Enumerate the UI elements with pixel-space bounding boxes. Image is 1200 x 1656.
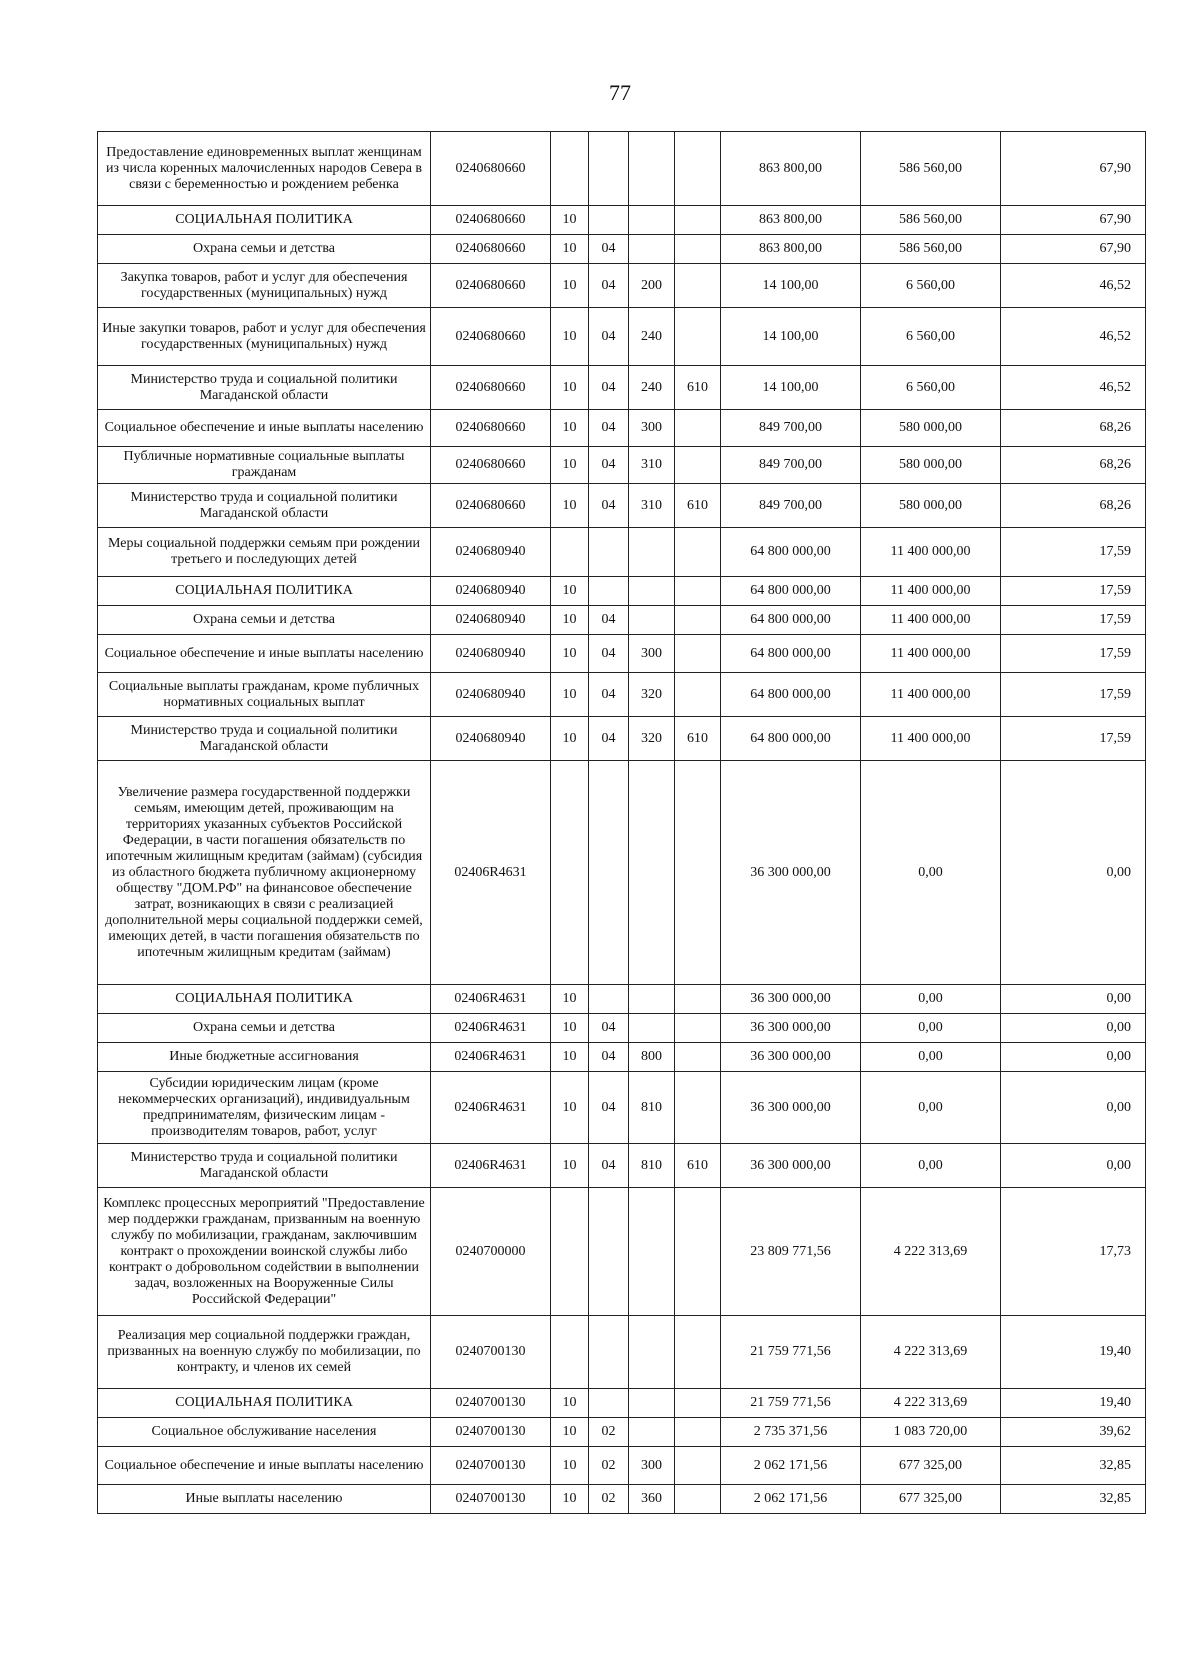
table-row <box>98 1316 1146 1389</box>
row-percent: 67,90 <box>1001 206 1146 235</box>
row-percent: 68,26 <box>1001 484 1146 528</box>
row-planned: 2 062 171,56 <box>721 1447 861 1485</box>
row-code: 0240700130 <box>431 1485 551 1514</box>
row-executed: 4 222 313,69 <box>861 1316 1001 1389</box>
row-section: 10 <box>551 1389 589 1418</box>
row-name: СОЦИАЛЬНАЯ ПОЛИТИКА <box>98 985 431 1014</box>
row-expense-type <box>629 1389 675 1418</box>
row-section: 10 <box>551 410 589 447</box>
row-subsection <box>589 132 629 206</box>
table-row <box>98 1144 1146 1188</box>
row-percent: 17,59 <box>1001 606 1146 635</box>
row-planned: 849 700,00 <box>721 447 861 484</box>
row-administrator <box>675 761 721 985</box>
row-code: 02406R4631 <box>431 1014 551 1043</box>
row-subsection: 04 <box>589 1072 629 1144</box>
table-row <box>98 528 1146 577</box>
row-subsection: 04 <box>589 606 629 635</box>
row-percent: 32,85 <box>1001 1447 1146 1485</box>
row-percent: 46,52 <box>1001 264 1146 308</box>
table-row <box>98 635 1146 673</box>
row-executed: 6 560,00 <box>861 366 1001 410</box>
row-subsection: 04 <box>589 410 629 447</box>
row-executed: 11 400 000,00 <box>861 528 1001 577</box>
row-subsection: 04 <box>589 1144 629 1188</box>
row-name: Охрана семьи и детства <box>98 235 431 264</box>
row-code: 0240680660 <box>431 235 551 264</box>
row-name: Предоставление единовременных выплат женщинам из числа коренных малочисленных народов Севера в связи с беременностью и рождением ребенка <box>98 132 431 206</box>
row-subsection <box>589 577 629 606</box>
row-percent: 0,00 <box>1001 1072 1146 1144</box>
table-row <box>98 410 1146 447</box>
row-subsection: 04 <box>589 1043 629 1072</box>
row-percent: 17,59 <box>1001 673 1146 717</box>
row-subsection <box>589 1389 629 1418</box>
row-percent: 68,26 <box>1001 410 1146 447</box>
row-subsection <box>589 528 629 577</box>
row-planned: 36 300 000,00 <box>721 761 861 985</box>
row-executed: 677 325,00 <box>861 1447 1001 1485</box>
table-row <box>98 606 1146 635</box>
budget-table <box>97 131 1146 1514</box>
row-section: 10 <box>551 1418 589 1447</box>
row-administrator <box>675 410 721 447</box>
row-executed: 6 560,00 <box>861 308 1001 366</box>
row-percent: 0,00 <box>1001 1014 1146 1043</box>
table-row <box>98 1188 1146 1316</box>
row-code: 02406R4631 <box>431 1072 551 1144</box>
row-expense-type <box>629 1188 675 1316</box>
row-planned: 64 800 000,00 <box>721 635 861 673</box>
row-section: 10 <box>551 366 589 410</box>
row-name: Увеличение размера государственной поддержки семьям, имеющим детей, проживающим на территориях указанных субъектов Российской Федерации, в части погашения обязательств по ипотечным жилищным кредитам (займам) (субсидия из областного бюджета публичному акционерному обществу "ДОМ.РФ" на финансовое обеспечение затрат, возникающих в связи с реализацией дополнительной меры социальной поддержки семей, имеющих детей, в части погашения обязательств по ипотечным жилищным кредитам (займам) <box>98 761 431 985</box>
row-executed: 586 560,00 <box>861 206 1001 235</box>
row-name: Иные бюджетные ассигнования <box>98 1043 431 1072</box>
row-administrator <box>675 1389 721 1418</box>
row-code: 0240680660 <box>431 132 551 206</box>
row-subsection: 04 <box>589 235 629 264</box>
table-row <box>98 264 1146 308</box>
row-expense-type: 200 <box>629 264 675 308</box>
row-executed: 0,00 <box>861 985 1001 1014</box>
row-executed: 11 400 000,00 <box>861 673 1001 717</box>
row-executed: 11 400 000,00 <box>861 635 1001 673</box>
row-section: 10 <box>551 235 589 264</box>
row-administrator <box>675 606 721 635</box>
row-name: Социальное обеспечение и иные выплаты населению <box>98 1447 431 1485</box>
table-row <box>98 1043 1146 1072</box>
row-section <box>551 528 589 577</box>
row-code: 0240680660 <box>431 447 551 484</box>
row-executed: 11 400 000,00 <box>861 606 1001 635</box>
row-section: 10 <box>551 1144 589 1188</box>
row-percent: 0,00 <box>1001 985 1146 1014</box>
row-code: 0240680660 <box>431 206 551 235</box>
row-planned: 863 800,00 <box>721 235 861 264</box>
table-row <box>98 1072 1146 1144</box>
row-planned: 36 300 000,00 <box>721 1072 861 1144</box>
row-section: 10 <box>551 635 589 673</box>
row-expense-type <box>629 206 675 235</box>
table-row <box>98 761 1146 985</box>
row-section: 10 <box>551 577 589 606</box>
row-subsection: 02 <box>589 1418 629 1447</box>
row-name: Меры социальной поддержки семьям при рождении третьего и последующих детей <box>98 528 431 577</box>
row-administrator <box>675 1418 721 1447</box>
row-code: 0240700130 <box>431 1418 551 1447</box>
row-administrator: 610 <box>675 366 721 410</box>
row-code: 0240700000 <box>431 1188 551 1316</box>
table-row <box>98 366 1146 410</box>
row-percent: 19,40 <box>1001 1389 1146 1418</box>
row-executed: 11 400 000,00 <box>861 577 1001 606</box>
row-executed: 0,00 <box>861 761 1001 985</box>
row-percent: 17,73 <box>1001 1188 1146 1316</box>
row-planned: 36 300 000,00 <box>721 1043 861 1072</box>
table-row <box>98 1014 1146 1043</box>
row-expense-type <box>629 132 675 206</box>
row-executed: 586 560,00 <box>861 235 1001 264</box>
row-section: 10 <box>551 606 589 635</box>
row-subsection <box>589 1188 629 1316</box>
row-name: Социальное обеспечение и иные выплаты населению <box>98 635 431 673</box>
table-row <box>98 1389 1146 1418</box>
row-section: 10 <box>551 206 589 235</box>
row-administrator <box>675 1485 721 1514</box>
row-executed: 0,00 <box>861 1144 1001 1188</box>
table-row <box>98 235 1146 264</box>
row-code: 0240680940 <box>431 528 551 577</box>
row-code: 02406R4631 <box>431 761 551 985</box>
row-code: 0240680660 <box>431 264 551 308</box>
row-name: Субсидии юридическим лицам (кроме некоммерческих организаций), индивидуальным предпринимателям, физическим лицам - производителям товаров, работ, услуг <box>98 1072 431 1144</box>
row-planned: 64 800 000,00 <box>721 673 861 717</box>
row-subsection: 02 <box>589 1447 629 1485</box>
row-expense-type <box>629 235 675 264</box>
row-expense-type: 800 <box>629 1043 675 1072</box>
row-percent: 46,52 <box>1001 308 1146 366</box>
row-subsection: 04 <box>589 447 629 484</box>
row-percent: 19,40 <box>1001 1316 1146 1389</box>
row-executed: 580 000,00 <box>861 447 1001 484</box>
table-row <box>98 132 1146 206</box>
row-administrator <box>675 673 721 717</box>
row-expense-type <box>629 1316 675 1389</box>
table-row <box>98 308 1146 366</box>
row-subsection: 02 <box>589 1485 629 1514</box>
row-expense-type: 300 <box>629 410 675 447</box>
row-planned: 64 800 000,00 <box>721 717 861 761</box>
row-planned: 863 800,00 <box>721 132 861 206</box>
row-planned: 14 100,00 <box>721 308 861 366</box>
row-planned: 863 800,00 <box>721 206 861 235</box>
row-section: 10 <box>551 1447 589 1485</box>
row-expense-type: 300 <box>629 635 675 673</box>
row-percent: 67,90 <box>1001 132 1146 206</box>
row-subsection: 04 <box>589 484 629 528</box>
row-percent: 0,00 <box>1001 1144 1146 1188</box>
row-section: 10 <box>551 264 589 308</box>
row-planned: 849 700,00 <box>721 484 861 528</box>
row-section: 10 <box>551 1014 589 1043</box>
row-planned: 21 759 771,56 <box>721 1389 861 1418</box>
row-expense-type <box>629 1014 675 1043</box>
row-section: 10 <box>551 484 589 528</box>
row-planned: 2 735 371,56 <box>721 1418 861 1447</box>
row-percent: 32,85 <box>1001 1485 1146 1514</box>
row-section: 10 <box>551 308 589 366</box>
row-name: Социальное обслуживание населения <box>98 1418 431 1447</box>
row-expense-type <box>629 577 675 606</box>
row-executed: 580 000,00 <box>861 410 1001 447</box>
table-row <box>98 1485 1146 1514</box>
row-expense-type: 300 <box>629 1447 675 1485</box>
row-percent: 39,62 <box>1001 1418 1146 1447</box>
row-administrator <box>675 985 721 1014</box>
row-expense-type: 320 <box>629 717 675 761</box>
row-planned: 14 100,00 <box>721 366 861 410</box>
row-expense-type: 360 <box>629 1485 675 1514</box>
row-name: Министерство труда и социальной политики Магаданской области <box>98 484 431 528</box>
table-row <box>98 717 1146 761</box>
table-row <box>98 985 1146 1014</box>
row-name: СОЦИАЛЬНАЯ ПОЛИТИКА <box>98 206 431 235</box>
row-code: 0240700130 <box>431 1316 551 1389</box>
row-executed: 0,00 <box>861 1043 1001 1072</box>
row-administrator: 610 <box>675 484 721 528</box>
row-section <box>551 761 589 985</box>
row-administrator <box>675 577 721 606</box>
row-section: 10 <box>551 717 589 761</box>
row-name: Министерство труда и социальной политики Магаданской области <box>98 366 431 410</box>
row-administrator <box>675 235 721 264</box>
row-subsection <box>589 761 629 985</box>
row-code: 0240700130 <box>431 1447 551 1485</box>
row-executed: 4 222 313,69 <box>861 1389 1001 1418</box>
row-section: 10 <box>551 447 589 484</box>
table-row <box>98 484 1146 528</box>
row-administrator <box>675 447 721 484</box>
row-expense-type: 810 <box>629 1144 675 1188</box>
row-name: Министерство труда и социальной политики Магаданской области <box>98 717 431 761</box>
row-percent: 17,59 <box>1001 717 1146 761</box>
row-percent: 17,59 <box>1001 635 1146 673</box>
row-percent: 17,59 <box>1001 528 1146 577</box>
row-code: 0240680660 <box>431 410 551 447</box>
table-row <box>98 206 1146 235</box>
row-code: 02406R4631 <box>431 985 551 1014</box>
row-code: 0240680660 <box>431 308 551 366</box>
row-subsection: 04 <box>589 1014 629 1043</box>
row-administrator <box>675 308 721 366</box>
row-name: Охрана семьи и детства <box>98 1014 431 1043</box>
row-name: СОЦИАЛЬНАЯ ПОЛИТИКА <box>98 1389 431 1418</box>
row-subsection <box>589 206 629 235</box>
row-code: 0240680940 <box>431 635 551 673</box>
row-name: Министерство труда и социальной политики Магаданской области <box>98 1144 431 1188</box>
row-section: 10 <box>551 985 589 1014</box>
row-executed: 0,00 <box>861 1014 1001 1043</box>
row-subsection: 04 <box>589 635 629 673</box>
row-percent: 0,00 <box>1001 1043 1146 1072</box>
row-expense-type: 320 <box>629 673 675 717</box>
row-planned: 36 300 000,00 <box>721 1144 861 1188</box>
row-expense-type: 310 <box>629 484 675 528</box>
row-section: 10 <box>551 673 589 717</box>
row-expense-type: 240 <box>629 366 675 410</box>
row-executed: 586 560,00 <box>861 132 1001 206</box>
row-executed: 0,00 <box>861 1072 1001 1144</box>
row-name: Публичные нормативные социальные выплаты гражданам <box>98 447 431 484</box>
row-percent: 67,90 <box>1001 235 1146 264</box>
row-section <box>551 1316 589 1389</box>
table-row <box>98 673 1146 717</box>
row-subsection: 04 <box>589 366 629 410</box>
row-section: 10 <box>551 1043 589 1072</box>
row-section <box>551 132 589 206</box>
row-planned: 36 300 000,00 <box>721 985 861 1014</box>
row-name: Закупка товаров, работ и услуг для обеспечения государственных (муниципальных) нужд <box>98 264 431 308</box>
row-executed: 4 222 313,69 <box>861 1188 1001 1316</box>
table-row <box>98 447 1146 484</box>
row-expense-type <box>629 761 675 985</box>
row-code: 0240680660 <box>431 366 551 410</box>
table-row <box>98 1418 1146 1447</box>
table-row <box>98 577 1146 606</box>
row-percent: 68,26 <box>1001 447 1146 484</box>
row-executed: 6 560,00 <box>861 264 1001 308</box>
row-subsection: 04 <box>589 264 629 308</box>
row-executed: 11 400 000,00 <box>861 717 1001 761</box>
row-name: СОЦИАЛЬНАЯ ПОЛИТИКА <box>98 577 431 606</box>
row-subsection <box>589 1316 629 1389</box>
row-administrator <box>675 528 721 577</box>
row-code: 02406R4631 <box>431 1144 551 1188</box>
row-name: Реализация мер социальной поддержки граждан, призванных на военную службу по мобилизации, по контракту, и членов их семей <box>98 1316 431 1389</box>
row-executed: 677 325,00 <box>861 1485 1001 1514</box>
row-planned: 2 062 171,56 <box>721 1485 861 1514</box>
row-planned: 64 800 000,00 <box>721 577 861 606</box>
row-code: 0240680940 <box>431 717 551 761</box>
row-administrator <box>675 1072 721 1144</box>
row-administrator <box>675 1316 721 1389</box>
row-code: 0240680660 <box>431 484 551 528</box>
row-section: 10 <box>551 1485 589 1514</box>
row-administrator: 610 <box>675 717 721 761</box>
row-section: 10 <box>551 1072 589 1144</box>
row-administrator <box>675 132 721 206</box>
row-code: 0240680940 <box>431 606 551 635</box>
row-expense-type <box>629 1418 675 1447</box>
table-row <box>98 1447 1146 1485</box>
row-executed: 1 083 720,00 <box>861 1418 1001 1447</box>
row-administrator <box>675 635 721 673</box>
row-code: 02406R4631 <box>431 1043 551 1072</box>
row-expense-type <box>629 528 675 577</box>
row-expense-type: 310 <box>629 447 675 484</box>
row-subsection: 04 <box>589 717 629 761</box>
row-planned: 23 809 771,56 <box>721 1188 861 1316</box>
row-subsection <box>589 985 629 1014</box>
row-code: 0240680940 <box>431 577 551 606</box>
row-executed: 580 000,00 <box>861 484 1001 528</box>
row-planned: 64 800 000,00 <box>721 528 861 577</box>
row-code: 0240680940 <box>431 673 551 717</box>
row-administrator <box>675 1188 721 1316</box>
row-name: Комплекс процессных мероприятий "Предоставление мер поддержки гражданам, призванным на военную службу по мобилизации, гражданам, заключившим контракт о прохождении воинской службы либо контракт о добровольном содействии в выполнении задач, возложенных на Вооруженные Силы Российской Федерации" <box>98 1188 431 1316</box>
row-name: Иные закупки товаров, работ и услуг для обеспечения государственных (муниципальных) нужд <box>98 308 431 366</box>
row-name: Социальные выплаты гражданам, кроме публичных нормативных социальных выплат <box>98 673 431 717</box>
row-name: Иные выплаты населению <box>98 1485 431 1514</box>
row-percent: 0,00 <box>1001 761 1146 985</box>
row-name: Охрана семьи и детства <box>98 606 431 635</box>
row-administrator: 610 <box>675 1144 721 1188</box>
row-administrator <box>675 1043 721 1072</box>
row-percent: 46,52 <box>1001 366 1146 410</box>
row-expense-type: 810 <box>629 1072 675 1144</box>
row-administrator <box>675 264 721 308</box>
row-expense-type <box>629 606 675 635</box>
row-expense-type <box>629 985 675 1014</box>
row-name: Социальное обеспечение и иные выплаты населению <box>98 410 431 447</box>
row-percent: 17,59 <box>1001 577 1146 606</box>
row-section <box>551 1188 589 1316</box>
row-subsection: 04 <box>589 308 629 366</box>
row-administrator <box>675 206 721 235</box>
row-administrator <box>675 1014 721 1043</box>
row-expense-type: 240 <box>629 308 675 366</box>
row-administrator <box>675 1447 721 1485</box>
row-planned: 21 759 771,56 <box>721 1316 861 1389</box>
row-subsection: 04 <box>589 673 629 717</box>
page-number: 77 <box>609 80 631 105</box>
row-planned: 36 300 000,00 <box>721 1014 861 1043</box>
row-planned: 64 800 000,00 <box>721 606 861 635</box>
row-code: 0240700130 <box>431 1389 551 1418</box>
row-planned: 849 700,00 <box>721 410 861 447</box>
row-planned: 14 100,00 <box>721 264 861 308</box>
